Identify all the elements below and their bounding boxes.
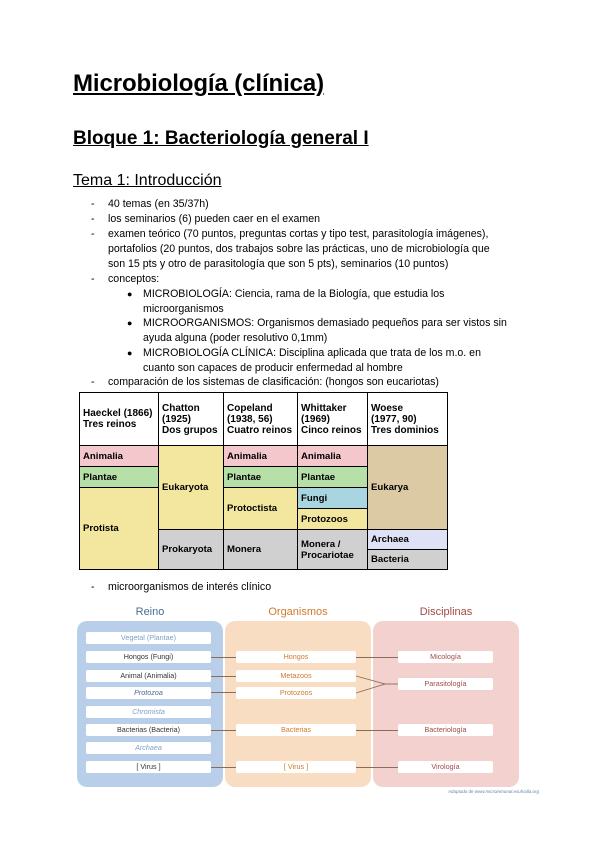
page-title: Microbiología (clínica) <box>73 70 325 97</box>
disciplinas-heading: Disciplinas <box>419 606 473 618</box>
table-cell: Eukaryota <box>159 446 224 530</box>
classification-table <box>79 392 448 570</box>
source-credit: Adaptado de www.microinmunol.esufvalla.org <box>448 789 540 794</box>
table-cell: Monera / Procariotae <box>298 530 368 569</box>
disciplina-box: Virología <box>398 761 493 773</box>
reino-box: Bacterias (Bacteria) <box>86 724 211 736</box>
organismo-box: Hongos <box>236 651 356 663</box>
connector <box>356 767 398 768</box>
table-header: Woese (1977, 90) Tres dominios <box>368 393 447 446</box>
parasitologia-connector <box>355 672 400 698</box>
organismo-box: Protozoos <box>236 687 356 699</box>
reino-box: Hongos (Fungi) <box>86 651 211 663</box>
table-cell: Bacteria <box>368 550 447 569</box>
reino-heading: Reino <box>135 606 165 618</box>
organismos-heading: Organismos <box>268 606 328 618</box>
topic-heading: Tema 1: Introducción <box>73 172 222 189</box>
connector <box>356 730 398 731</box>
disciplina-box: Parasitología <box>398 678 493 690</box>
disciplina-box: Micología <box>398 651 493 663</box>
reino-box: Vegetal (Plantae) <box>86 632 211 644</box>
reino-box: Animal (Animalia) <box>86 670 211 682</box>
connector <box>356 657 398 658</box>
organismo-box: Bacterias <box>236 724 356 736</box>
organismo-box: Metazoos <box>236 670 356 682</box>
table-cell: Monera <box>224 530 298 569</box>
reino-box: Protozoa <box>86 687 211 699</box>
reino-box: [ Virus ] <box>86 761 211 773</box>
table-cell: Plantae <box>224 467 298 488</box>
table-cell: Protista <box>80 488 159 569</box>
organismo-box: [ Virus ] <box>236 761 356 773</box>
table-cell: Animalia <box>224 446 298 467</box>
reino-box: Archaea <box>86 742 211 754</box>
reino-box: Chromista <box>86 706 211 718</box>
table-cell: Animalia <box>80 446 159 467</box>
table-cell: Archaea <box>368 530 447 550</box>
table-header: Chatton (1925) Dos grupos <box>159 393 224 446</box>
table-cell: Animalia <box>298 446 368 467</box>
table-cell: Plantae <box>80 467 159 488</box>
disciplina-box: Bacteriología <box>398 724 493 736</box>
table-header: Copeland (1938, 56) Cuatro reinos <box>224 393 298 446</box>
table-cell: Prokaryota <box>159 530 224 569</box>
table-cell: Protozoos <box>298 509 368 530</box>
table-header: Haeckel (1866) Tres reinos <box>80 393 159 446</box>
table-cell: Eukarya <box>368 446 447 530</box>
table-header: Whittaker (1969) Cinco reinos <box>298 393 368 446</box>
table-cell: Plantae <box>298 467 368 488</box>
table-cell: Protoctista <box>224 488 298 530</box>
block-heading: Bloque 1: Bacteriología general I <box>73 128 369 149</box>
table-cell: Fungi <box>298 488 368 509</box>
